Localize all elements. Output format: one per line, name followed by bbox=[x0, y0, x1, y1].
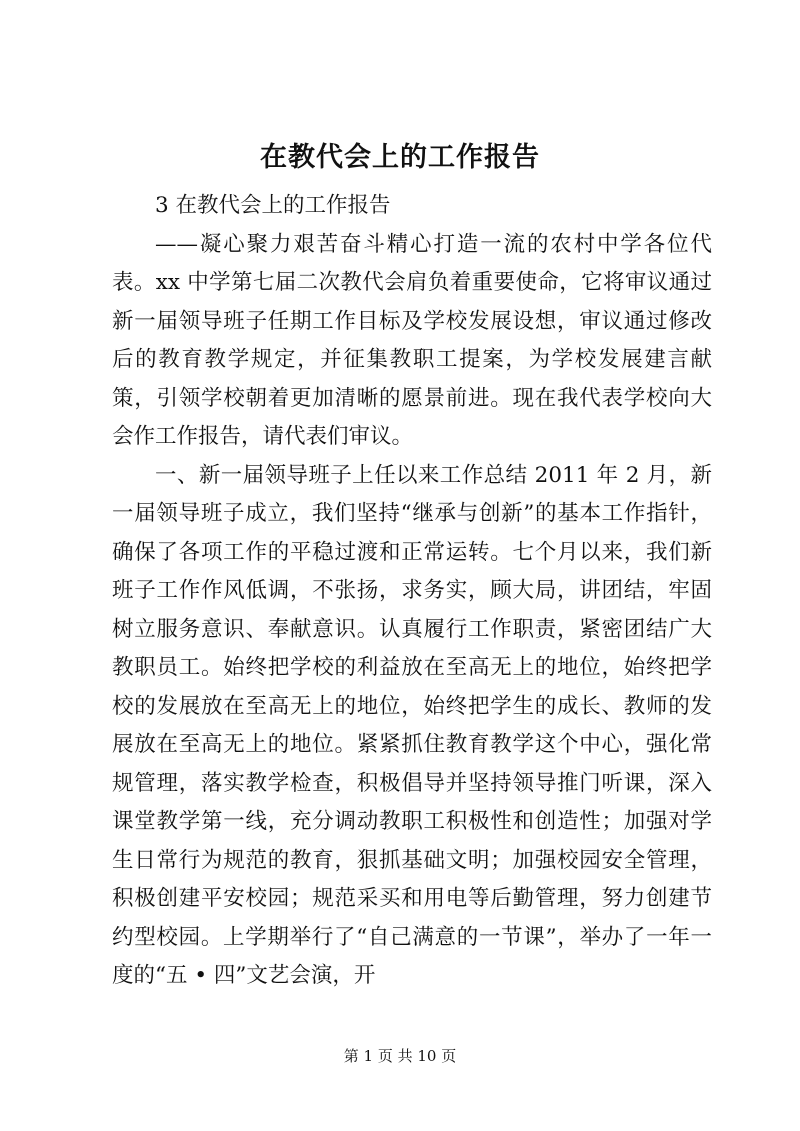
page-footer: 第 1 页 共 10 页 bbox=[343, 1047, 457, 1065]
document-body bbox=[112, 187, 712, 996]
document-title: 在教代会上的工作报告 bbox=[260, 142, 540, 173]
summary-paragraph: 一、新一届领导班子上任以来工作总结 2011 年 2 月，新一届领导班子成立，我们坚持“继承与创新”的基本工作指针，确保了各项工作的平稳过渡和正常运转。七个月以来，我们新班子工作作风低调，不张扬，求务实，顾大局，讲团结，牢固树立服务意识、奉献意识。认真履行工作职责，紧密团结广大教职员工。始终把学校的利益放在至高无上的地位，始终把学校的发展放在至高无上的地位，始终把学生的成长、教师的发展放在至高无上的地位。紧紧抓住教育教学这个中心，强化常规管理，落实教学检查，积极倡导并坚持领导推门听课，深入课堂教学第一线，充分调动教职工积极性和创造性；加强对学生日常行为规范的教育，狠抓基础文明；加强校园安全管理，积极创建平安校园；规范采买和用电等后勤管理，努力创建节约型校园。上学期举行了“自己满意的一节课”，举办了一年一度的“五 • 四”文艺会演，开 bbox=[112, 462, 712, 988]
subtitle-paragraph: 3 在教代会上的工作报告 bbox=[155, 193, 391, 218]
intro-paragraph: ——凝心聚力艰苦奋斗精心打造一流的农村中学各位代表。xx 中学第七届二次教代会肩负着重要使命，它将审议通过新一届领导班子任期工作目标及学校发展设想，审议通过修改后的教育教学规定，并征集教职工提案，为学校发展建言献策，引领学校朝着更加清晰的愿景前进。现在我代表学校向大会作工作报告，请代表们审议。 bbox=[112, 231, 712, 449]
